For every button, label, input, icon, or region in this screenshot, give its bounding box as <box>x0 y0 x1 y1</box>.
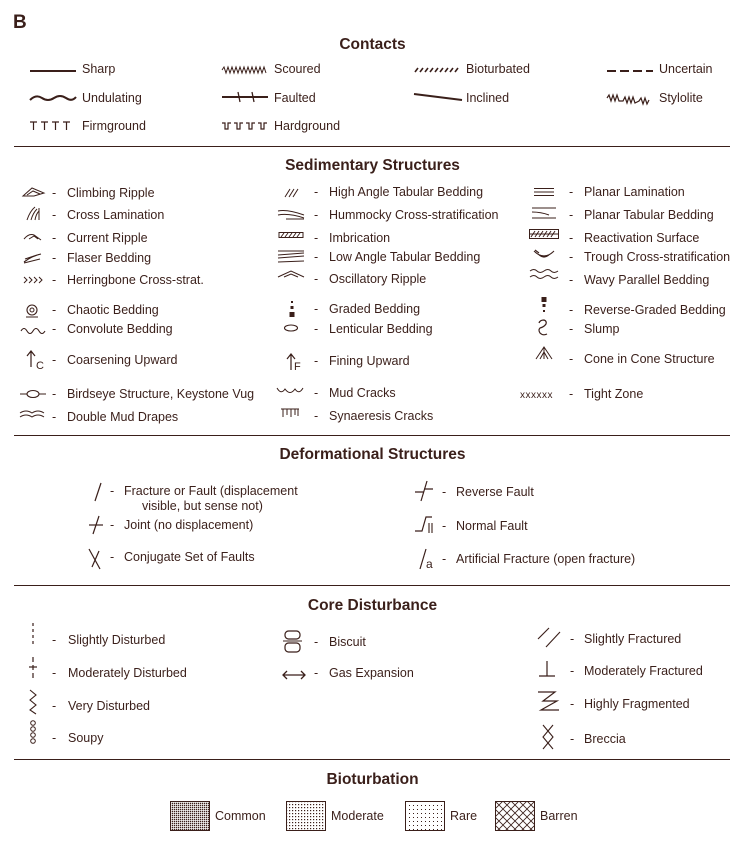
section-divider <box>14 759 730 760</box>
reverse-fault-icon <box>414 480 434 502</box>
dash: - <box>52 353 57 367</box>
dash: - <box>442 552 447 566</box>
dash: - <box>314 185 319 199</box>
sedimentary-label: Cross Lamination <box>67 208 165 222</box>
dash: - <box>52 251 57 265</box>
gas-expansion-icon <box>282 670 306 680</box>
sedimentary-label: Current Ripple <box>67 231 148 245</box>
fracture-icon <box>92 482 104 502</box>
dash: - <box>314 386 319 400</box>
firmground-line-icon <box>30 121 76 131</box>
sedimentary-label: Oscillatory Ripple <box>329 272 427 286</box>
oscillatory-ripple-icon <box>277 270 305 280</box>
sedimentary-label: Chaotic Bedding <box>67 303 159 317</box>
sedimentary-label: Planar Tabular Bedding <box>584 208 714 222</box>
slump-icon <box>537 319 549 337</box>
dash: - <box>110 484 115 498</box>
dash: - <box>442 519 447 533</box>
sedimentary-label: Imbrication <box>329 231 391 245</box>
highly-fragmented-icon <box>537 690 561 712</box>
dash: - <box>52 731 57 745</box>
reverse-graded-icon <box>540 296 548 314</box>
core-label: Highly Fragmented <box>584 697 690 711</box>
dash: - <box>52 387 57 401</box>
core-disturbance-title: Core Disturbance <box>307 597 438 614</box>
graded-bedding-icon <box>288 300 296 318</box>
contacts-title: Contacts <box>339 36 406 53</box>
core-label: Slightly Disturbed <box>68 633 166 647</box>
contact-label: Stylolite <box>659 91 703 105</box>
climbing-ripple-icon <box>22 186 46 198</box>
contact-label: Scoured <box>274 62 321 76</box>
imbrication-icon <box>278 232 304 238</box>
sedimentary-label: Wavy Parallel Bedding <box>584 273 710 287</box>
dash: - <box>314 272 319 286</box>
dash: - <box>52 633 57 647</box>
contact-label: Inclined <box>466 91 510 105</box>
chaotic-bedding-icon <box>25 304 39 318</box>
common-swatch-icon <box>170 801 210 831</box>
dash: - <box>569 185 574 199</box>
core-label: Biscuit <box>329 635 366 649</box>
trough-cross-icon <box>533 249 555 261</box>
lenticular-bedding-icon <box>283 324 299 332</box>
contact-label: Uncertain <box>659 62 713 76</box>
sedimentary-label: Cone in Cone Structure <box>584 352 715 366</box>
sedimentary-label: Hummocky Cross-stratification <box>329 208 499 222</box>
sedimentary-label: Reverse-Graded Bedding <box>584 303 726 317</box>
dash: - <box>110 518 115 532</box>
dash: - <box>314 250 319 264</box>
cross-lamination-icon <box>26 205 42 221</box>
stylolite-line-icon <box>607 93 653 103</box>
core-label: Slightly Fractured <box>584 632 682 646</box>
moderately-disturbed-icon <box>28 656 38 680</box>
convolute-bedding-icon <box>20 326 46 334</box>
hardground-line-icon <box>222 121 270 131</box>
dash: - <box>570 697 575 711</box>
birdseye-icon <box>20 389 46 399</box>
double-mud-drapes-icon <box>19 409 47 419</box>
dash: - <box>314 208 319 222</box>
bioturbated-line-icon <box>414 66 460 74</box>
dash: - <box>52 273 57 287</box>
sedimentary-label: Fining Upward <box>329 354 410 368</box>
dash: - <box>569 231 574 245</box>
deformational-label-line2: visible, but sense not) <box>142 499 263 513</box>
sedimentary-label: Convolute Bedding <box>67 322 173 336</box>
sedimentary-label: Double Mud Drapes <box>67 410 179 424</box>
hummocky-icon <box>277 208 305 220</box>
section-divider <box>14 585 730 586</box>
sedimentary-label: Birdseye Structure, Keystone Vug <box>67 387 255 401</box>
sedimentary-label: Low Angle Tabular Bedding <box>329 250 481 264</box>
dash: - <box>314 635 319 649</box>
panel-letter: B <box>13 12 27 33</box>
coarsening-subscript: C <box>36 360 44 372</box>
contact-label: Bioturbated <box>466 62 530 76</box>
dash: - <box>314 322 319 336</box>
dash: - <box>52 208 57 222</box>
dash: - <box>569 250 574 264</box>
moderately-fractured-icon <box>538 660 556 678</box>
joint-icon <box>88 515 104 535</box>
bioturbation-label: Barren <box>540 809 578 823</box>
sedimentary-label: Flaser Bedding <box>67 251 152 265</box>
planar-tabular-icon <box>531 207 557 219</box>
dash: - <box>52 410 57 424</box>
artificial-subscript: a <box>426 557 433 571</box>
core-label: Moderately Disturbed <box>68 666 187 680</box>
bioturbation-label: Moderate <box>331 809 384 823</box>
flaser-bedding-icon <box>23 252 43 264</box>
core-label: Breccia <box>584 732 626 746</box>
sedimentary-label: Trough Cross-stratification <box>584 250 731 264</box>
synaeresis-cracks-icon <box>280 408 300 418</box>
wavy-parallel-icon <box>529 268 559 280</box>
slightly-disturbed-icon <box>30 622 36 646</box>
cone-in-cone-icon <box>535 346 553 360</box>
dash: - <box>52 666 57 680</box>
faulted-line-icon <box>222 91 268 103</box>
moderate-swatch-icon <box>286 801 326 831</box>
biscuit-icon <box>282 630 304 654</box>
deformational-label: Normal Fault <box>456 519 528 533</box>
soupy-icon <box>28 720 38 744</box>
deformational-label: Artificial Fracture (open fracture) <box>456 552 636 566</box>
deformational-label: Reverse Fault <box>456 485 534 499</box>
undulating-line-icon <box>30 93 76 103</box>
reactivation-surface-icon <box>529 229 559 239</box>
section-divider <box>14 435 730 436</box>
sedimentary-label: Tight Zone <box>584 387 644 401</box>
sedimentary-title: Sedimentary Structures <box>285 157 460 174</box>
dash: - <box>569 322 574 336</box>
dash: - <box>110 550 115 564</box>
dash: - <box>314 231 319 245</box>
contact-label: Undulating <box>82 91 142 105</box>
sedimentary-label: Planar Lamination <box>584 185 685 199</box>
tight-zone-icon: xxxxxx <box>520 390 553 401</box>
core-label: Moderately Fractured <box>584 664 703 678</box>
sedimentary-label: Graded Bedding <box>329 302 421 316</box>
coarsening-upward-icon <box>26 350 36 368</box>
dash: - <box>569 352 574 366</box>
dash: - <box>569 208 574 222</box>
fining-subscript: F <box>294 361 301 373</box>
sedimentary-label: Synaeresis Cracks <box>329 409 434 423</box>
sharp-line-icon <box>30 66 76 76</box>
current-ripple-icon <box>23 233 43 241</box>
sedimentary-label: Slump <box>584 322 620 336</box>
very-disturbed-icon <box>28 689 38 715</box>
dash: - <box>570 632 575 646</box>
dash: - <box>314 409 319 423</box>
bioturbation-label: Common <box>215 809 266 823</box>
deformational-label: Joint (no displacement) <box>124 518 254 532</box>
dash: - <box>570 664 575 678</box>
inclined-line-icon <box>414 92 462 102</box>
dash: - <box>570 732 575 746</box>
dash: - <box>52 186 57 200</box>
dash: - <box>442 485 447 499</box>
contact-label: Sharp <box>82 62 116 76</box>
sedimentary-label: Herringbone Cross-strat. <box>67 273 204 287</box>
herringbone-icon <box>23 276 43 284</box>
sedimentary-label: Climbing Ripple <box>67 186 155 200</box>
dash: - <box>52 699 57 713</box>
dash: - <box>52 231 57 245</box>
barren-swatch-icon <box>495 801 535 831</box>
low-angle-tabular-icon <box>277 249 305 263</box>
dash: - <box>314 666 319 680</box>
core-label: Gas Expansion <box>329 666 414 680</box>
sedimentary-label: High Angle Tabular Bedding <box>329 185 484 199</box>
sedimentary-label: Reactivation Surface <box>584 231 700 245</box>
core-label: Soupy <box>68 731 104 745</box>
deformational-label: Fracture or Fault (displacement <box>124 484 298 498</box>
dash: - <box>569 303 574 317</box>
contact-label: Hardground <box>274 119 341 133</box>
planar-lamination-icon <box>533 187 555 197</box>
core-label: Very Disturbed <box>68 699 150 713</box>
mud-cracks-icon <box>276 387 304 397</box>
slightly-fractured-icon <box>537 626 561 648</box>
scoured-line-icon <box>222 66 268 74</box>
dash: - <box>52 322 57 336</box>
normal-fault-icon <box>414 513 436 535</box>
section-divider <box>14 146 730 147</box>
high-angle-tabular-icon <box>284 188 300 198</box>
deformational-label: Conjugate Set of Faults <box>124 550 255 564</box>
bioturbation-label: Rare <box>450 809 478 823</box>
contact-label: Firmground <box>82 119 146 133</box>
conjugate-icon <box>86 548 102 570</box>
dash: - <box>314 302 319 316</box>
bioturbation-title: Bioturbation <box>326 771 419 788</box>
dash: - <box>569 387 574 401</box>
dashed-line-icon <box>607 66 653 76</box>
dash: - <box>569 273 574 287</box>
sedimentary-label: Mud Cracks <box>329 386 396 400</box>
dash: - <box>52 303 57 317</box>
rare-swatch-icon <box>405 801 445 831</box>
sedimentary-label: Lenticular Bedding <box>329 322 433 336</box>
deformational-title: Deformational Structures <box>279 446 466 463</box>
dash: - <box>314 354 319 368</box>
breccia-icon <box>540 724 556 750</box>
contact-label: Faulted <box>274 91 316 105</box>
sedimentary-label: Coarsening Upward <box>67 353 178 367</box>
